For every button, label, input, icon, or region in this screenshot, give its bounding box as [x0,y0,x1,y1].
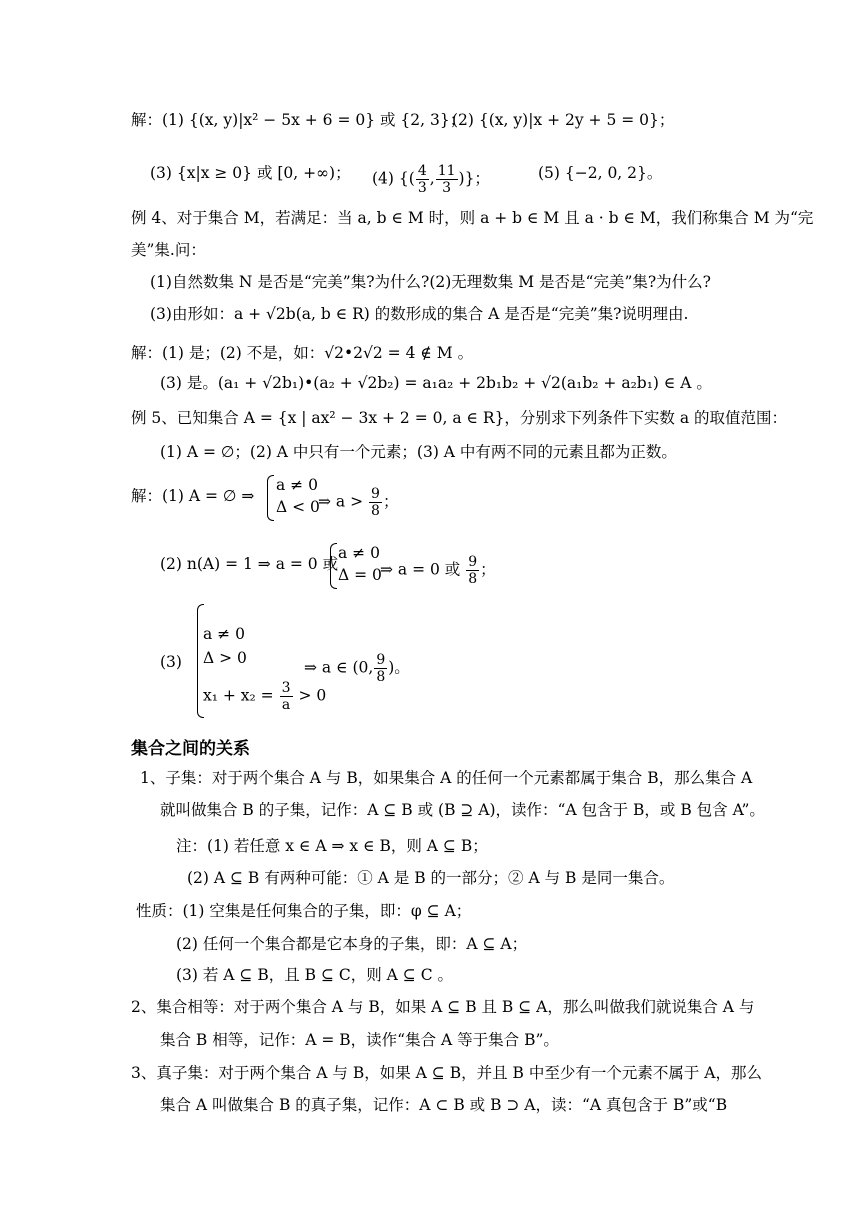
solution-answer-1: 解：(1) {(x, y)|x² − 5x + 6 = 0} 或 {2, 3}； [131,111,466,129]
implies-text: ⇒ a > [318,492,364,511]
note-1: 注：(1) 若任意 x ∈ A ⇒ x ∈ B，则 A ⊆ B； [176,837,488,855]
proper-subset-line-1: 3、真子集：对于两个集合 A 与 B，如果 A ⊆ B，并且 B 中至少有一个元素不属于 A，那么 [131,1064,762,1082]
section-title: 集合之间的关系 [131,739,250,759]
subset-def-line-2: 就叫做集合 B 的子集，记作：A ⊆ B 或 (B ⊇ A)，读作：“A 包含于 B，或 B 包含 A”。 [160,801,765,819]
punct: ； [382,492,399,511]
example-4-line-1: 例 4、对于集合 M，若满足：当 a, b ∈ M 时，则 a + b ∈ M 且 a · b ∈ M，我们称集合 M 为“完 [131,209,814,227]
implies-text: ⇒ a = 0 或 [380,560,461,579]
answer-4-label: (4) [372,169,394,188]
subset-def-line-1: 1、子集：对于两个集合 A 与 B，如果集合 A 的任何一个元素都属于集合 B，那么集合 A [140,769,753,787]
example-4-line-3: (1)自然数集 N 是否是“完美”集?为什么?(2)无理数集 M 是否是“完美”集?为什么? [150,273,711,291]
answer-4-set-close: )}； [458,169,490,188]
system-1 [276,474,320,518]
system-1-cond-b: Δ < 0 [276,498,320,516]
fraction-9-8: $\frac{9}{8}$ [371,486,380,519]
implies-text: ⇒ a ∈ (0, [304,658,374,677]
system-3-cond-c: x₁ + x₂ = $\frac{3}{a}$ > 0 [203,680,327,713]
property-1: 性质：(1) 空集是任何集合的子集，即：φ ⊆ A； [136,902,472,920]
system-1-cond-a: a ≠ 0 [276,476,318,494]
example-4-line-4: (3)由形如：a + √2b(a, b ∈ R) 的数形成的集合 A 是否是“完美”集?说明理由. [150,305,689,323]
solution-5-part-2: (2) n(A) = 1 ⇒ a = 0 或 [160,555,339,573]
solution-answer-4 [372,163,490,196]
solution-5-part-3: (3) [160,653,182,671]
fraction-11-3: $\frac{11}{3}$ [437,163,456,196]
comma: , [429,169,435,188]
fraction-4-3: $\frac{4}{3}$ [417,163,427,196]
system-2-cond-b: Δ = 0 [338,566,382,584]
example-4-line-2: 美”集.问： [131,241,206,259]
property-3: (3) 若 A ⊆ B，且 B ⊆ C，则 A ⊆ C 。 [176,966,454,984]
system-2 [338,542,382,586]
answer-4-set-open: {( [398,169,415,188]
note-2: (2) A ⊆ B 有两种可能：① A 是 B 的一部分；② A 与 B 是同一集合。 [187,869,675,887]
solution-4-line-2: (3) 是。(a₁ + √2b₁)•(a₂ + √2b₂) = a₁a₂ + 2b₁b₂ + √2(a₁b₂ + a₂b₁) ∈ A 。 [160,374,712,392]
example-5-line-2: (1) A = ∅；(2) A 中只有一个元素；(3) A 中有两不同的元素且都为正数。 [160,443,677,461]
system-brace-2 [330,543,337,589]
system-brace-1 [267,475,274,521]
solution-5-part-1-result [318,486,398,519]
solution-4-line-1: 解：(1) 是；(2) 不是，如：√2•2√2 = 4 ∉ M 。 [131,344,474,362]
example-5-line-1: 例 5、已知集合 A = {x | ax² − 3x + 2 = 0, a ∈ R}，分别求下列条件下实数 a 的取值范围： [131,409,788,427]
property-2: (2) 任何一个集合都是它本身的子集，即：A ⊆ A； [176,935,528,953]
solution-answer-3: (3) {x|x ≥ 0} 或 [0, +∞)； [150,164,351,182]
solution-5-part-3-result [304,652,410,685]
solution-answer-5: (5) {−2, 0, 2}。 [538,164,663,182]
solution-5-part-1: 解：(1) A = ∅ ⇒ [131,487,255,505]
fraction-9-8: $\frac{9}{8}$ [468,554,478,587]
system-2-cond-a: a ≠ 0 [338,544,380,562]
set-equality-line-2: 集合 B 相等，记作：A = B，读作“集合 A 等于集合 B”。 [160,1031,559,1049]
set-equality-line-1: 2、集合相等：对于两个集合 A 与 B，如果 A ⊆ B 且 B ⊆ A，那么叫做我们就说集合 A 与 [131,998,755,1016]
proper-subset-line-2: 集合 A 叫做集合 B 的真子集，记作：A ⊂ B 或 B ⊃ A，读：“A 真包含于 B”或“B [160,1096,728,1114]
punct: )。 [388,658,410,677]
system-3-cond-b: Δ > 0 [203,649,247,667]
solution-answer-2: (2) {(x, y)|x + 2y + 5 = 0}； [452,111,675,129]
fraction-9-8: $\frac{9}{8}$ [376,652,386,685]
punct: ； [480,560,496,579]
system-3-cond-a: a ≠ 0 [203,625,245,643]
solution-5-part-2-result [380,554,496,587]
